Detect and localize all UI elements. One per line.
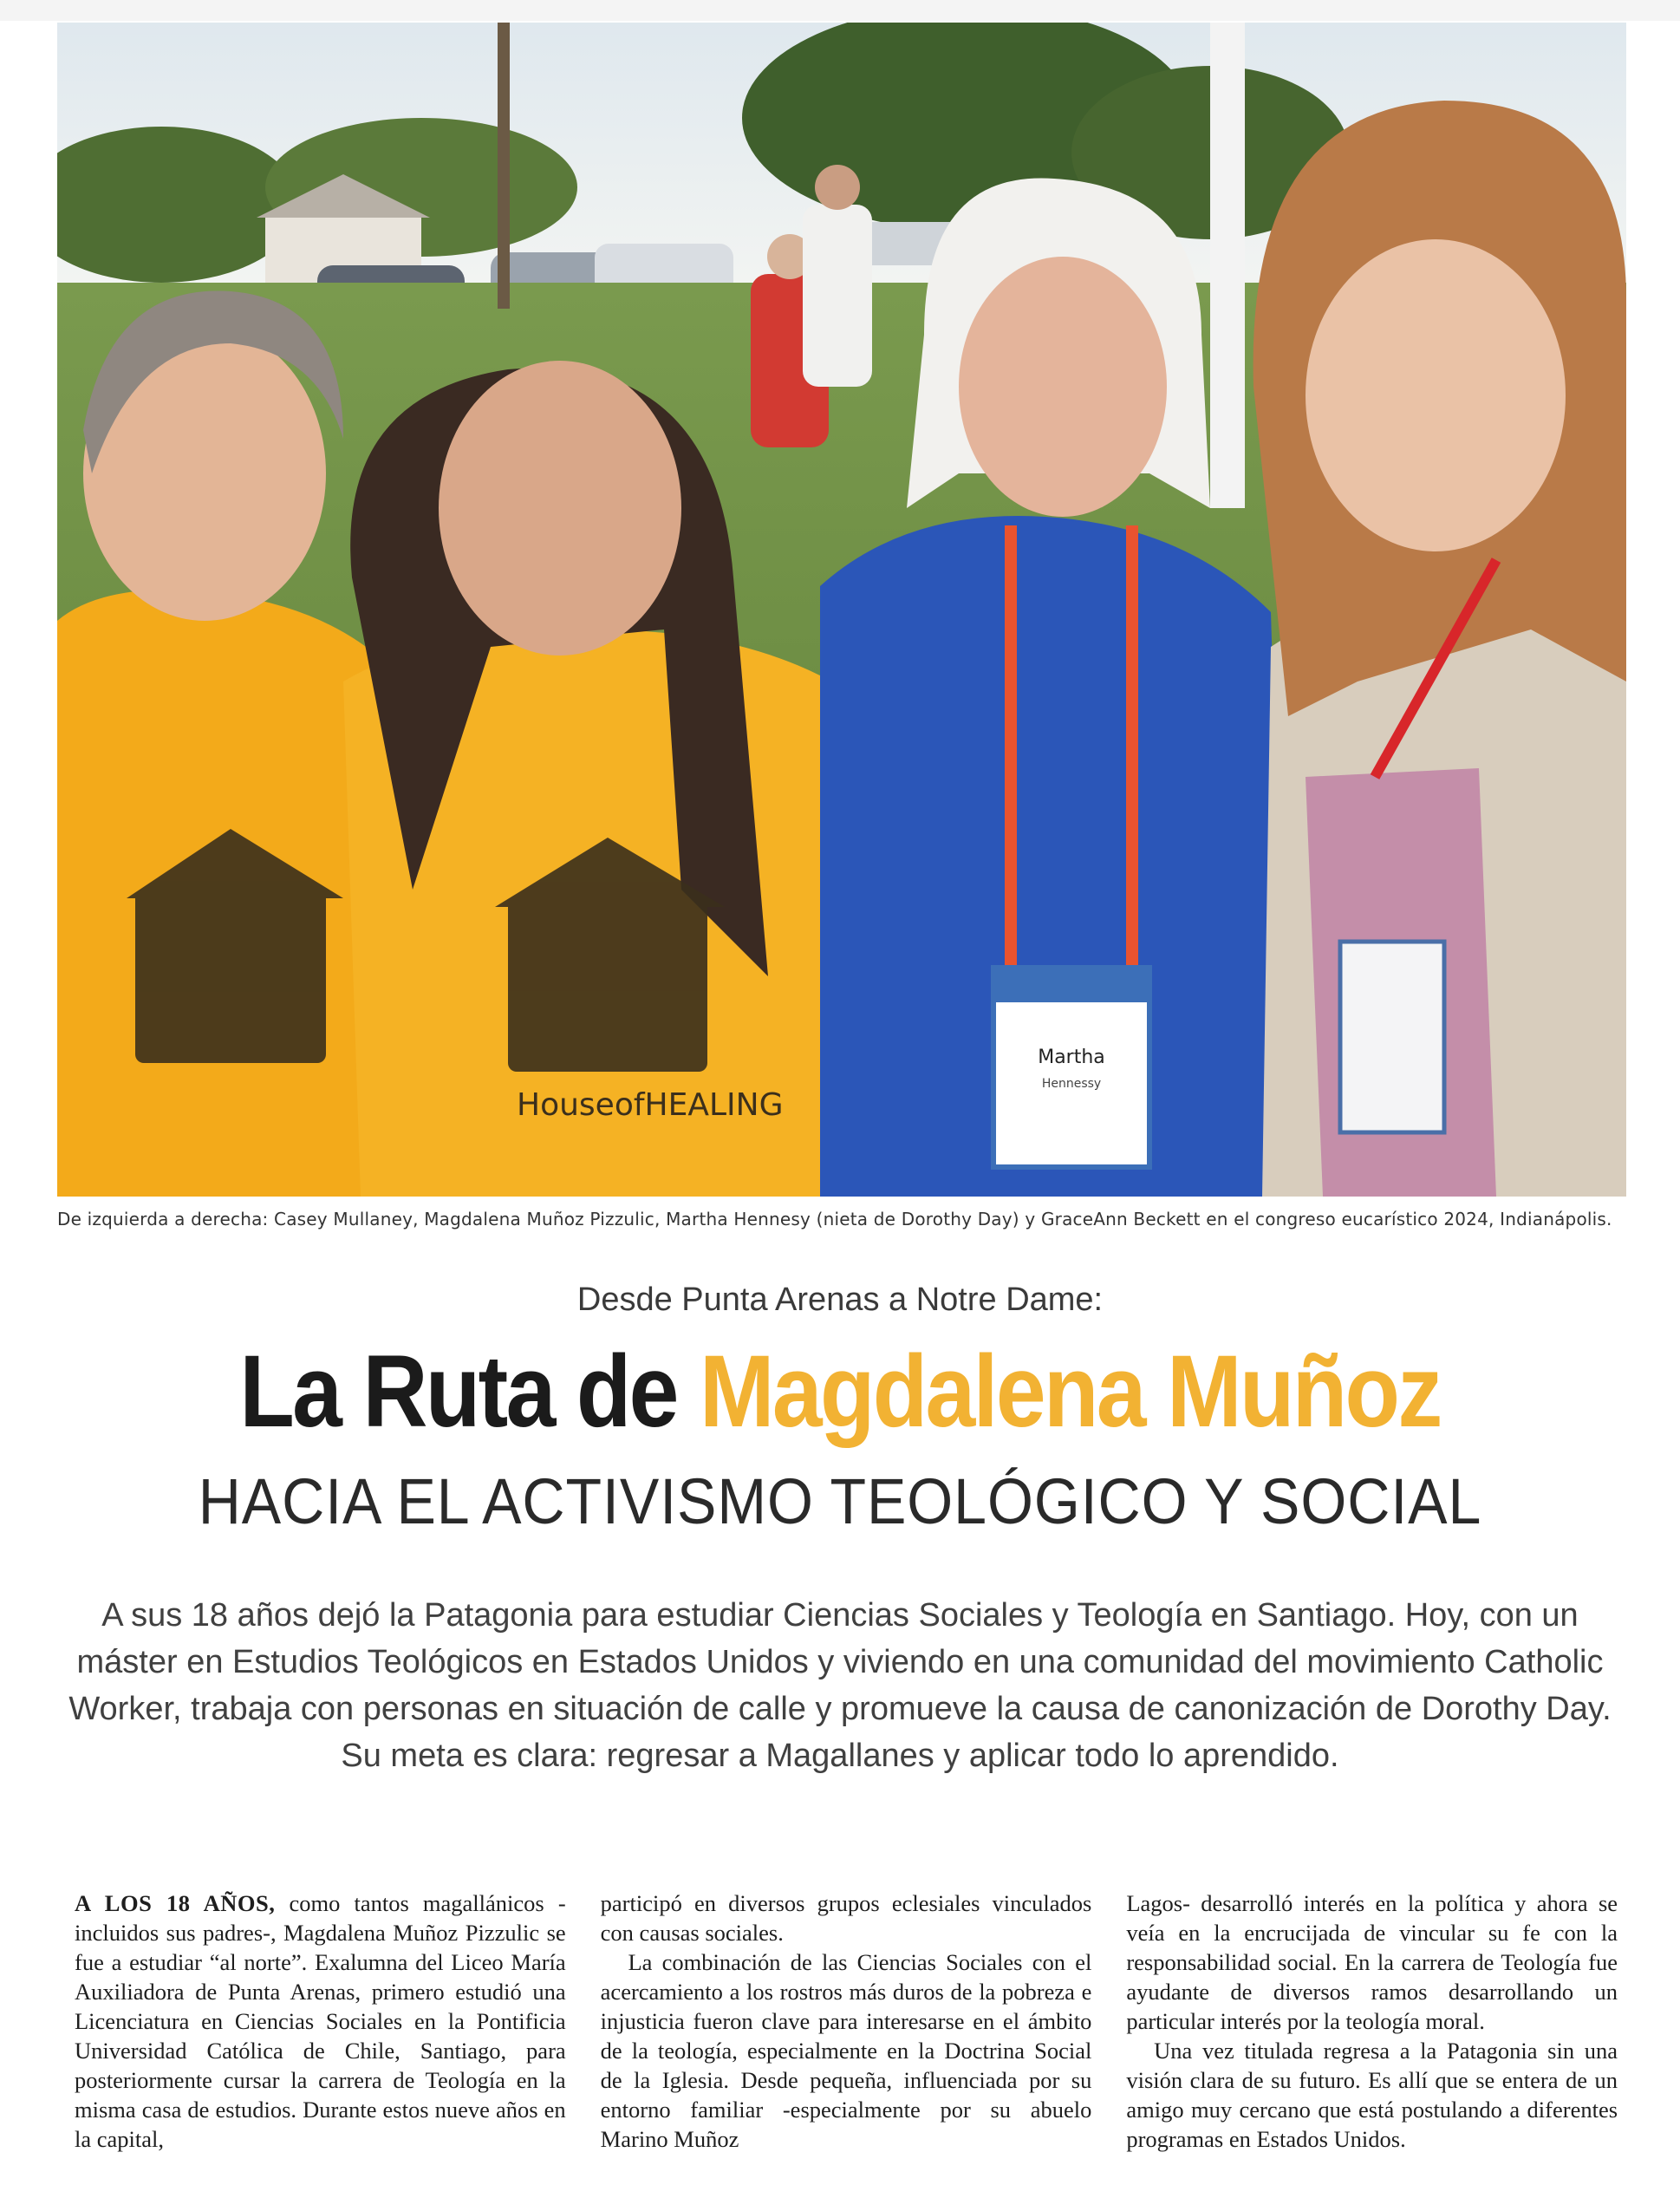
body-column-1 [75,1888,566,2201]
article-kicker: Desde Punta Arenas a Notre Dame: [576,1282,1104,1318]
headline-part-1: La Ruta de [239,1334,700,1449]
body-paragraph: participó en diversos grupos eclesiales vinculados con causas sociales. [600,1890,1092,1946]
headline-part-2: Magdalena Muñoz [700,1334,1441,1449]
body-paragraph: Una vez titulada regresa a la Patagonia sin una visión clara de su futuro. Es allí que se entera de un amigo muy cercano que está postulando a diferentes programas en Estados Unidos. [1126,2038,1618,2152]
page-top-rule [0,0,1680,21]
lead-in: A LOS 18 AÑOS, [75,1890,276,1916]
article-headline [101,1335,1579,1448]
badge-surname: Hennessy [1041,1077,1102,1091]
body-paragraph: La combinación de las Ciencias Sociales con el acercamiento a los rostros más duros de la pobreza e injusticia fueron clave para interesarse en el ámbito de la teología, especialmente en la Doctrina Social de la Iglesia. Desde pequeña, influenciada por su entorno familiar -especialmente por su abuelo Marino Muñoz [600,1949,1092,2152]
article-body [75,1888,1618,2201]
body-paragraph [75,1888,566,2154]
shirt-text: HouseofHEALING [517,1087,784,1123]
body-text: como tantos magallánicos -incluidos sus padres-, Magdalena Muñoz Pizzulic se fue a estudiar “al norte”. Exalumna del Liceo María Auxiliadora de Punta Arenas, primero estudió una Licenciatura en Ciencias Sociales en la Pontificia Universidad Católica de Chile, Santiago, para posteriormente cursar la carrera de Teología en la misma casa de estudios. Durante estos nueve años en la capital, [75,1890,566,2152]
body-column-2 [601,1888,1092,2201]
article-lede: A sus 18 años dejó la Patagonia para estudiar Ciencias Sociales y Teología en Santiago. Hoy, con un máster en Estudios Teológicos en Estados Unidos y viviendo en una comunidad del movimiento Catholic Worker, trabaja con personas en situación de calle y promueve la causa de canonización de Dorothy Day. Su meta es clara: regresar a Magallanes y aplicar todo lo aprendido. [68,1597,1612,1774]
badge-name: Martha [1038,1047,1105,1068]
photo-caption: De izquierda a derecha: Casey Mullaney, Magdalena Muñoz Pizzulic, Martha Hennesy (nieta de Dorothy Day) y GraceAnn Beckett en el congreso eucarístico 2024, Indianápolis. [57,1209,1612,1229]
body-paragraph: Lagos- desarrolló interés en la política y ahora se veía en la encrucijada de vincular su fe con la responsabilidad social. En la carrera de Teología fue ayudante de diversos ramos desarrollando un particular interés por la teología moral. [1126,1890,1618,2034]
body-column-3 [1126,1888,1618,2201]
article-subhead: HACIA EL ACTIVISMO TEOLÓGICO Y SOCIAL [198,1465,1482,1537]
photo-illustration [57,23,1626,1197]
group-photo [57,23,1626,1197]
